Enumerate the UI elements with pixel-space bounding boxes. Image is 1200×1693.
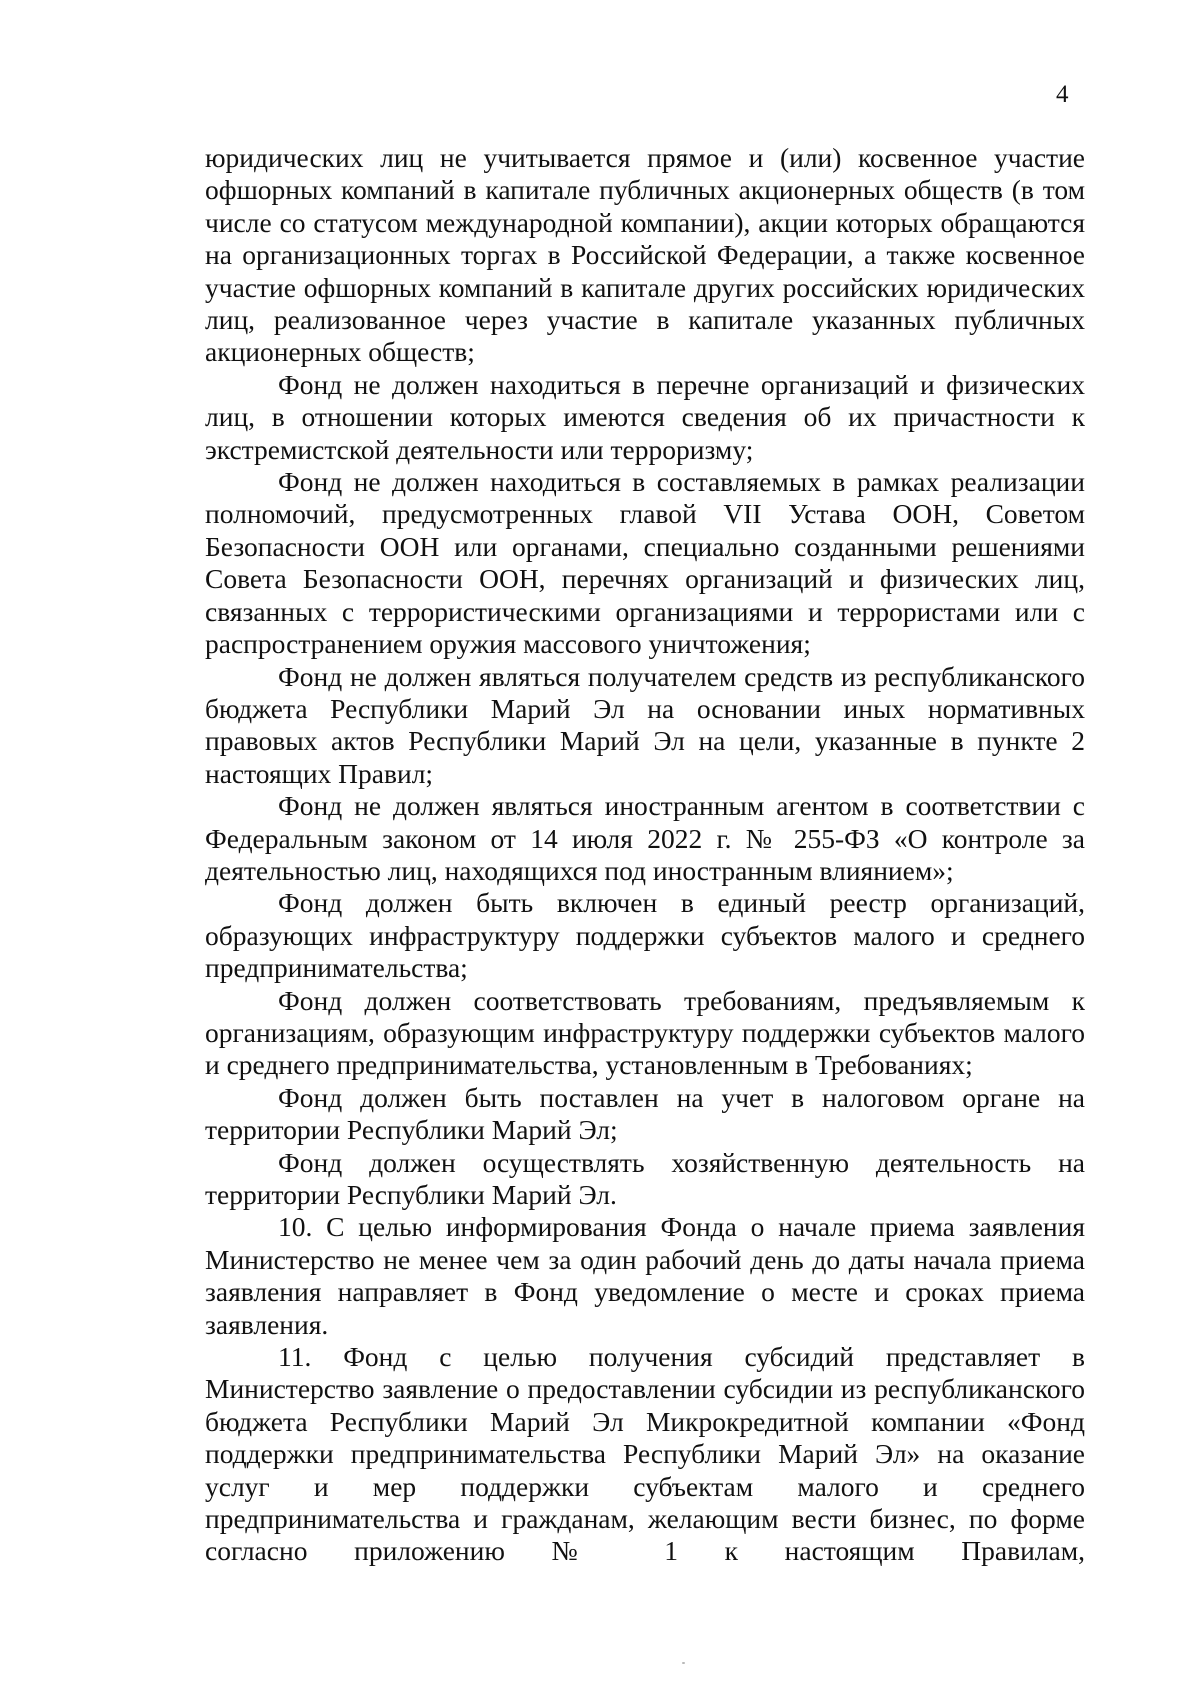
paragraph-un-security-council-lists: Фонд не должен находиться в составляемых в рамках реализации полномочий, предусмотренных главой VII Устава ООН, Советом Безопасности ООН или органами, специально созданными решениями Совета Безопасности ООН, перечнях организаций и физических лиц, связанных с террористическими организациями и террористами или с распространением оружия массового уничтожения; [205,466,1085,660]
paragraph-economic-activity: Фонд должен осуществлять хозяйственную деятельность на территории Республики Марий Эл. [205,1146,1085,1210]
paragraph-requirements-compliance: Фонд должен соответствовать требованиям, предъявляемым к организациям, образующим инфраструктуру поддержки субъектов малого и среднего предпринимательства, установленным в Требованиях; [205,984,1085,1081]
paragraph-item-11: 11. Фонд с целью получения субсидий представляет в Министерство заявление о предоставлении субсидии из республиканского бюджета Республики Марий Эл Микрокредитной компании «Фонд поддержки предпринимательства Республики Марий Эл» на оказание услуг и мер поддержки субъектам малого и среднего предпринимательства и гражданам, желающим вести бизнес, по форме согласно приложению № 1 к настоящим Правилам, [205,1341,1085,1567]
document-body [205,142,1085,1568]
paragraph-other-budget-funds: Фонд не должен являться получателем средств из республиканского бюджета Республики Марий Эл на основании иных нормативных правовых актов Республики Марий Эл на цели, указанные в пункте 2 настоящих Правил; [205,660,1085,789]
paragraph-tax-registration: Фонд должен быть поставлен на учет в налоговом органе на территории Республики Марий Эл; [205,1081,1085,1146]
paragraph-registry-inclusion: Фонд должен быть включен в единый реестр организаций, образующих инфраструктуру поддержки субъектов малого и среднего предпринимательства; [205,887,1085,984]
paragraph-extremism-list: Фонд не должен находиться в перечне организаций и физических лиц, в отношении которых имеются сведения об их причастности к экстремистской деятельности или терроризму; [205,368,1085,465]
paragraph-foreign-agent: Фонд не должен являться иностранным агентом в соответствии с Федеральным законом от 14 июля 2022 г. № 255-ФЗ «О контроле за деятельностью лиц, находящихся под иностранным влиянием»; [205,790,1085,886]
page-number: 4 [1056,81,1069,108]
scan-artifact [682,1662,685,1664]
paragraph-item-10: 10. С целью информирования Фонда о начале приема заявления Министерство не менее чем за один рабочий день до даты начала приема заявления направляет в Фонд уведомление о месте и сроках приема заявления. [205,1211,1085,1340]
paragraph-offshore-participation: юридических лиц не учитывается прямое и (или) косвенное участие офшорных компаний в капитале публичных акционерных обществ (в том числе со статусом международной компании), акции которых обращаются на организационных торгах в Российской Федерации, а также косвенное участие офшорных компаний в капитале других российских юридических лиц, реализованное через участие в капитале указанных публичных акционерных обществ; [205,142,1085,368]
